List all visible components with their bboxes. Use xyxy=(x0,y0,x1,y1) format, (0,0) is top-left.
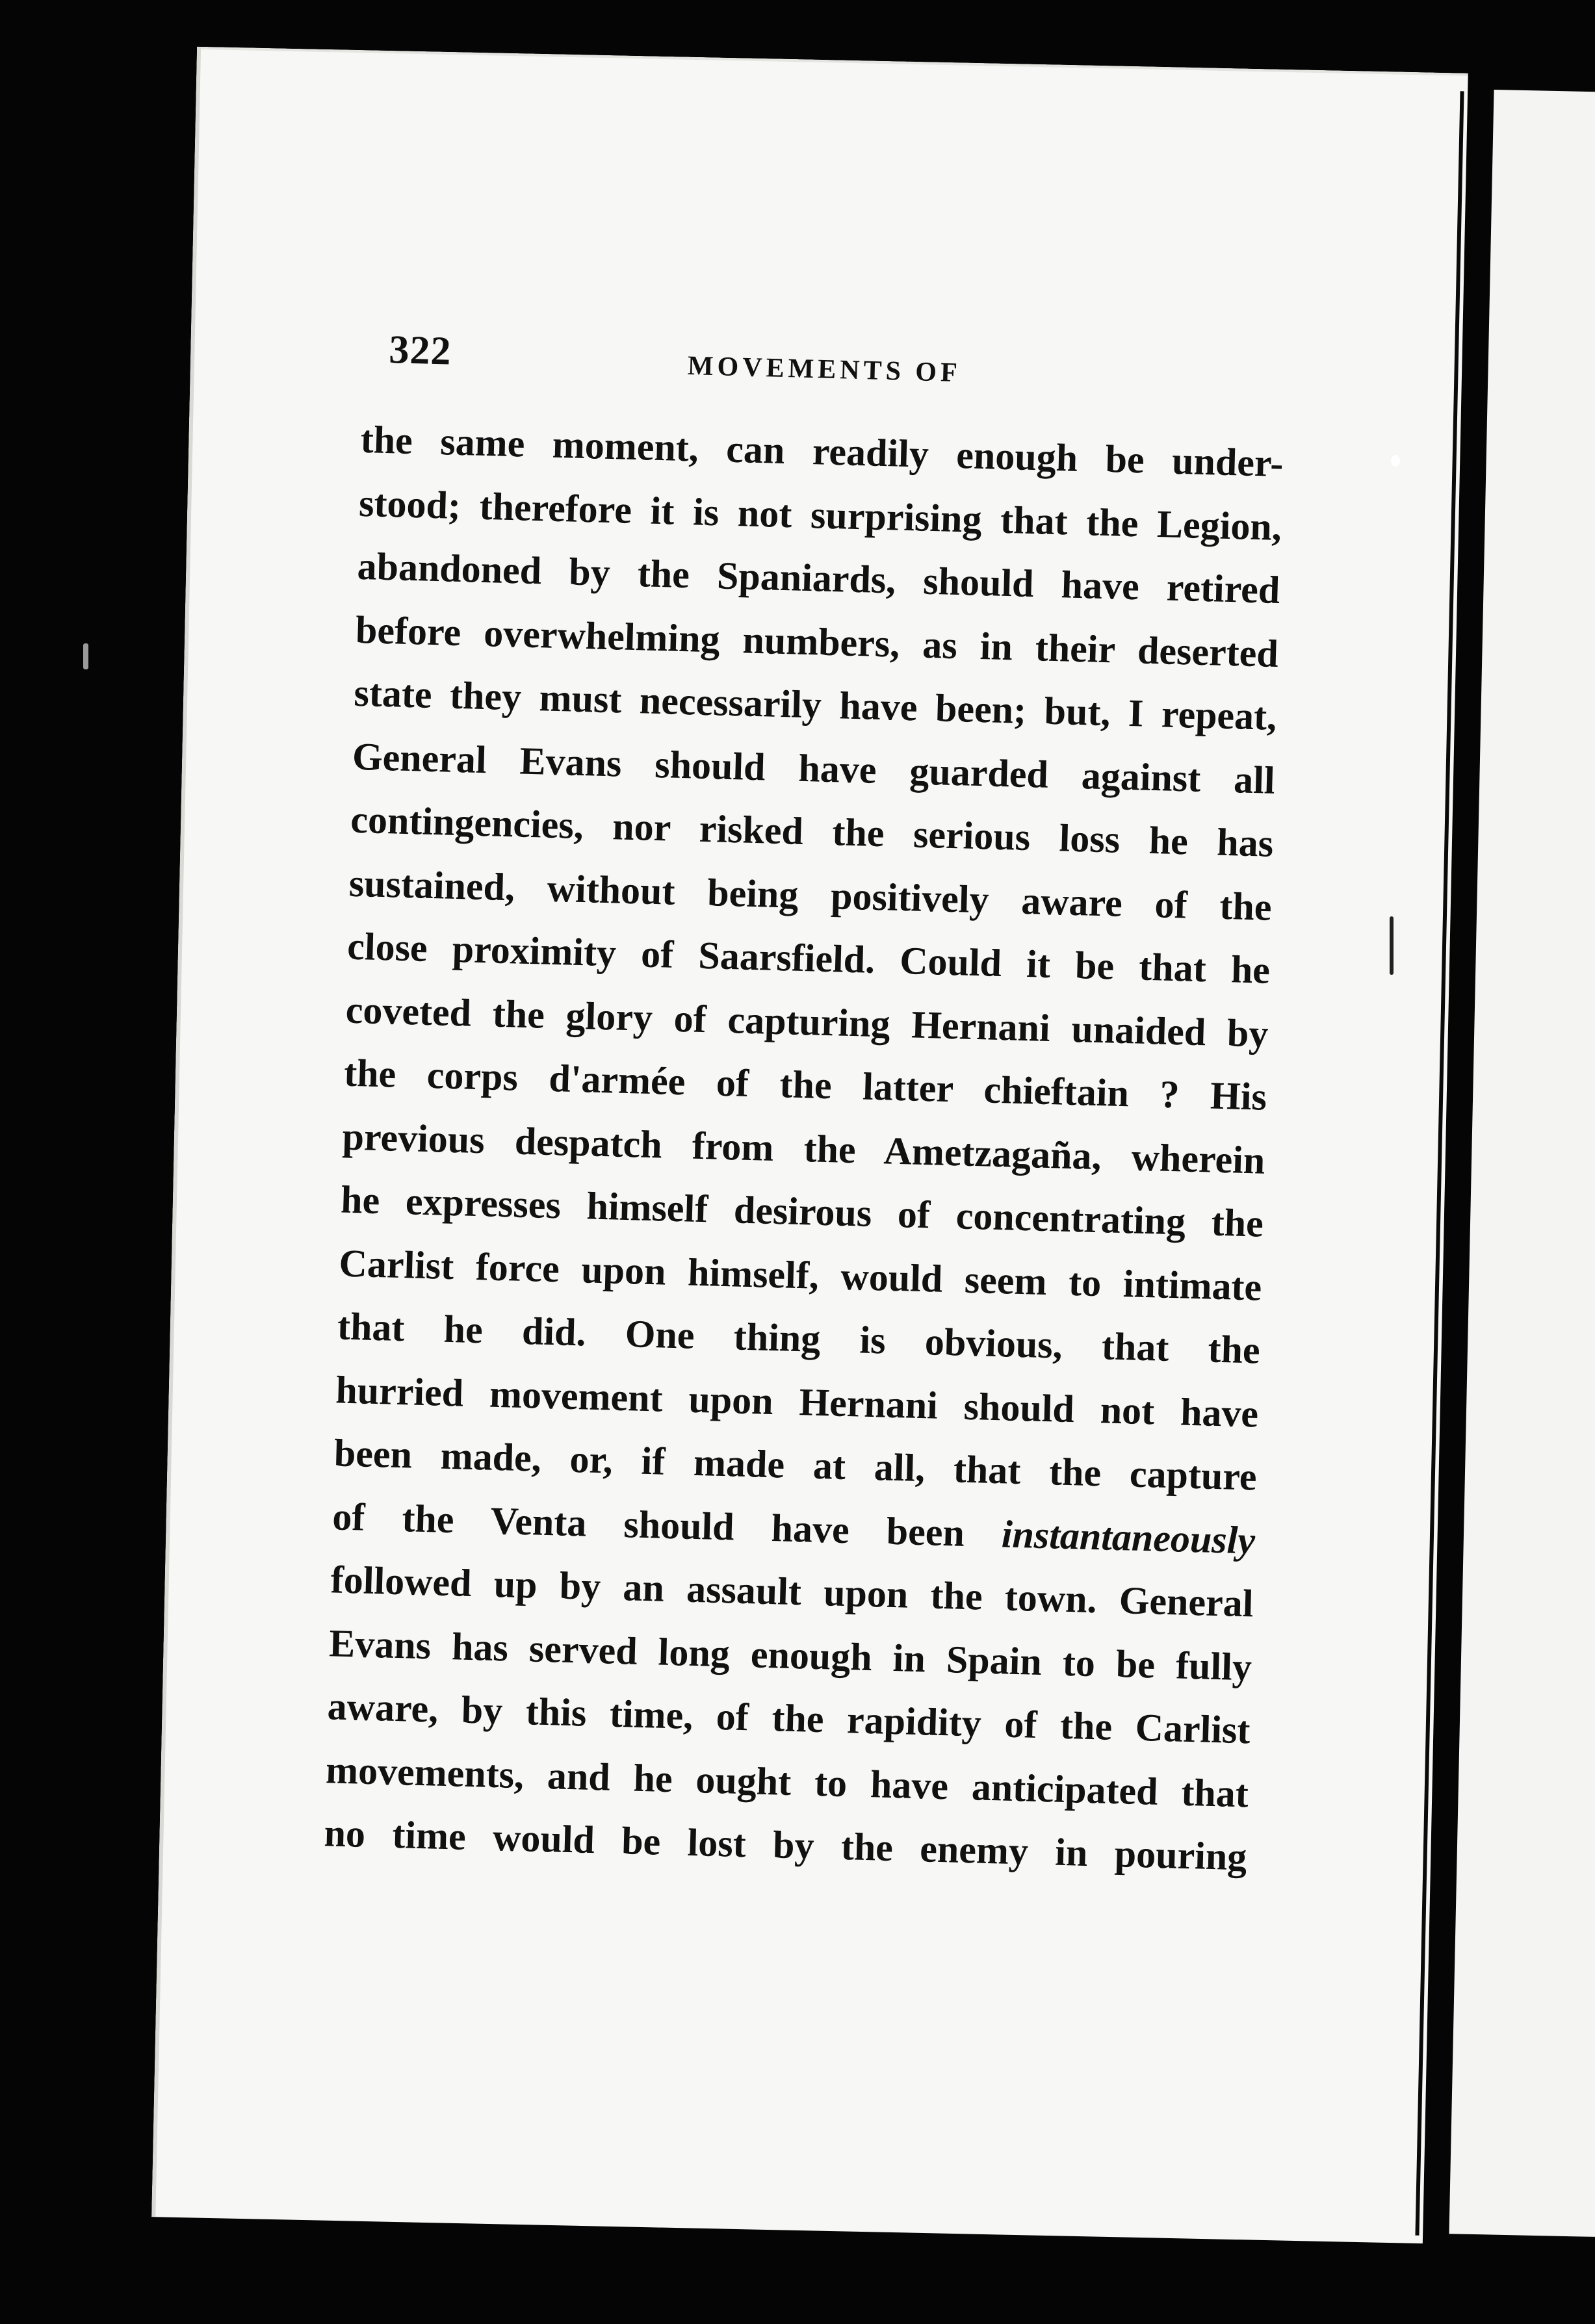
scan-speck xyxy=(83,643,88,669)
text-line: sustained, without being positively aware of the xyxy=(348,861,1273,929)
text-line: coveted the glory of capturing Hernani unaided by xyxy=(345,988,1269,1055)
text-line: contingencies, nor risked the serious loss he has xyxy=(350,797,1274,865)
text-line: the same moment, can readily enough be under- xyxy=(360,417,1284,485)
text-line: General Evans should have guarded against all xyxy=(352,734,1276,802)
text-line: Evans has served long enough in Spain to be fully xyxy=(328,1621,1252,1688)
text-line: that he did. One thing is obvious, that the xyxy=(337,1304,1261,1372)
text-line: followed up by an assault upon the town. General xyxy=(330,1558,1254,1625)
text-line: stood; therefore it is not surprising that the Legion, xyxy=(358,481,1282,549)
text-line: Carlist force upon himself, would seem to intimate xyxy=(338,1241,1263,1309)
page-number: 322 xyxy=(388,328,452,374)
text-line: no time would be lost by the enemy in pouring xyxy=(323,1811,1248,1879)
text-line: previous despatch from the Ametzagaña, wherein xyxy=(341,1115,1266,1182)
facing-page-edge xyxy=(1449,90,1595,2237)
scan-speck xyxy=(1391,455,1400,467)
text-line: abandoned by the Spaniards, should have retired xyxy=(356,544,1281,612)
page-text-block xyxy=(323,312,1286,1889)
text-line: movements, and he ought to have anticipated that xyxy=(325,1748,1249,1815)
text-line: hurried movement upon Hernani should not have xyxy=(335,1367,1259,1436)
text-line: aware, by this time, of the rapidity of the Carlist xyxy=(326,1685,1251,1752)
text-line: before overwhelming numbers, as in their deserted xyxy=(355,608,1279,675)
running-title: MOVEMENTS OF xyxy=(687,351,962,389)
text-line: state they must necessarily have been; but, I repeat, xyxy=(353,671,1278,738)
body-text xyxy=(323,408,1284,1889)
text-line: the corps d'armée of the latter chieftain ? His xyxy=(343,1051,1267,1118)
text-line: close proximity of Saarsfield. Could it be that he xyxy=(346,924,1271,992)
scan-speck xyxy=(1390,916,1394,975)
text-line-start: of the Venta should have been xyxy=(331,1494,1002,1555)
text-line: he expresses himself desirous of concentrating the xyxy=(340,1178,1264,1245)
italic-word: instantaneously xyxy=(1001,1512,1256,1562)
text-line: been made, or, if made at all, that the capture xyxy=(333,1431,1258,1499)
